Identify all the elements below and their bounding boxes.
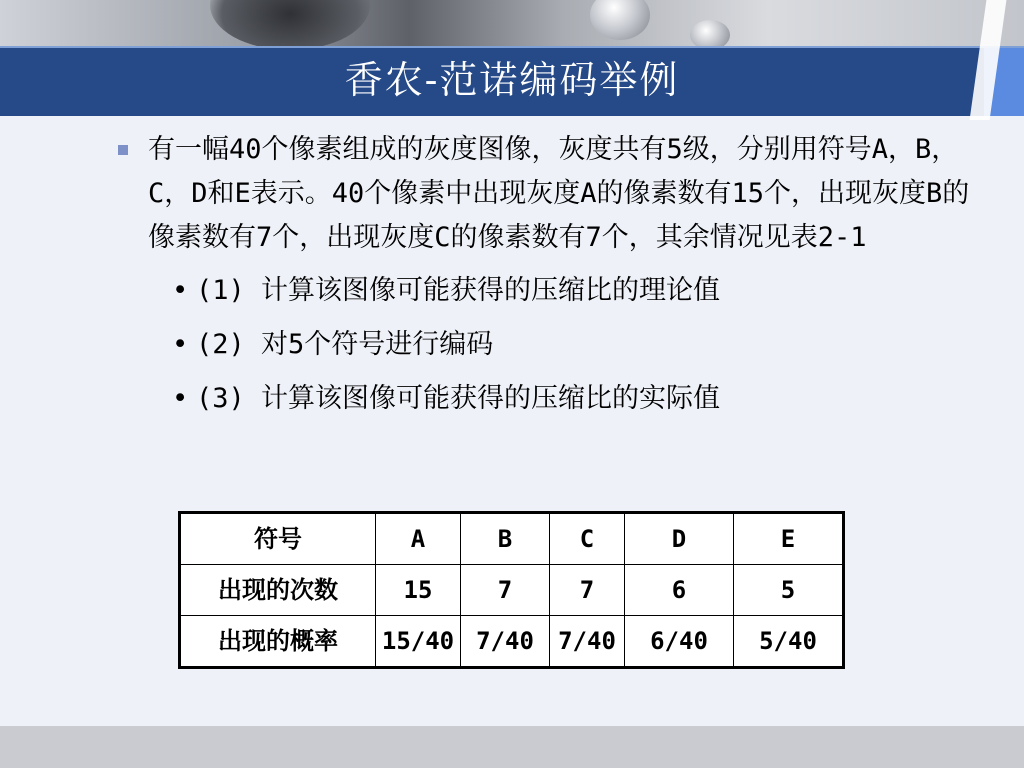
symbol-frequency-table	[178, 511, 845, 669]
sub-bullet	[118, 372, 978, 426]
water-drop-shape	[590, 0, 650, 40]
bullet-dot-icon: •	[172, 383, 189, 414]
table-row	[180, 616, 844, 668]
table-row-label: 出现的概率	[180, 616, 376, 668]
main-paragraph	[118, 128, 978, 260]
table-header-cell: 符号	[180, 513, 376, 565]
table-cell: 15/40	[376, 616, 461, 668]
table-cell: 6	[625, 565, 734, 616]
photo-shape	[210, 0, 370, 50]
table-cell: 7	[461, 565, 550, 616]
table-header-row	[180, 513, 844, 565]
table-header-cell: B	[461, 513, 550, 565]
table-header-cell: A	[376, 513, 461, 565]
sub-bullet-text: (1) 计算该图像可能获得的压缩比的理论值	[196, 275, 721, 306]
table-cell: 7	[550, 565, 625, 616]
table-header-cell: C	[550, 513, 625, 565]
square-bullet-icon	[118, 145, 128, 155]
table-row	[180, 565, 844, 616]
sub-bullet	[118, 318, 978, 372]
sub-bullet	[118, 264, 978, 318]
footer-band	[0, 726, 1024, 768]
table-row-label: 出现的次数	[180, 565, 376, 616]
sub-bullet-text: (2) 对5个符号进行编码	[196, 329, 494, 360]
table-cell: 15	[376, 565, 461, 616]
slide-title: 香农-范诺编码举例	[344, 58, 680, 102]
bullet-dot-icon: •	[172, 275, 189, 306]
table-header-cell: D	[625, 513, 734, 565]
bullet-dot-icon: •	[172, 329, 189, 360]
table-cell: 5	[734, 565, 844, 616]
table-cell: 7/40	[461, 616, 550, 668]
table-cell: 6/40	[625, 616, 734, 668]
table-cell: 5/40	[734, 616, 844, 668]
sub-bullet-text: (3) 计算该图像可能获得的压缩比的实际值	[196, 383, 721, 414]
slide-body	[118, 128, 978, 426]
table-cell: 7/40	[550, 616, 625, 668]
header-photo	[0, 0, 1024, 48]
paragraph-text: 有一幅40个像素组成的灰度图像，灰度共有5级，分别用符号A，B，C，D和E表示。40个像素中出现灰度A的像素数有15个，出现灰度B的像素数有7个，出现灰度C的像素数有7个，其余情况见表2-1	[148, 134, 970, 253]
table-header-cell: E	[734, 513, 844, 565]
